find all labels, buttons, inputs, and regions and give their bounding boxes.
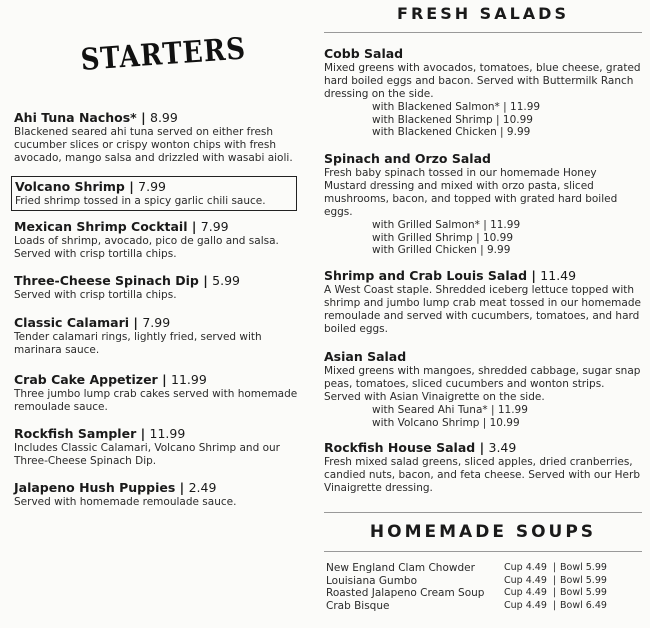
divider — [324, 512, 642, 513]
menu-item: Rockfish Sampler | 11.99 Includes Classic Calamari, Volcano Shrimp and our Three-Cheese Spinach Dip. — [14, 426, 280, 467]
menu-item: Jalapeno Hush Puppies | 2.49 Served with homemade remoulade sauce. — [14, 480, 237, 508]
menu-item: Spinach and Orzo Salad Fresh baby spinach tossed in our homemade Honey Mustard dressing and mixed with orzo pasta, sliced mushrooms, bacon, and topped with grated hard boiled eggs. with Grilled Salmon* | 11.99 with Grilled Shrimp | 10.99 with Grilled Chicken | 9.99 — [324, 151, 618, 256]
menu-item: Rockfish House Salad | 3.49 Fresh mixed salad greens, sliced apples, dried cranberries, candied nuts, bacon, and feta cheese. Served with our Herb Vinaigrette dressing. — [324, 440, 640, 494]
menu-item: Asian Salad Mixed greens with mangoes, shredded cabbage, sugar snap peas, tomatoes, sliced cucumbers and wonton strips. Served with Asian Vinaigrette on the side. with Seared Ahi Tuna* | 11.99 with Volcano Shrimp | 10.99 — [324, 349, 641, 429]
salads-heading: FRESH SALADS — [397, 4, 569, 23]
menu-item: Crab Cake Appetizer | 11.99 Three jumbo lump crab cakes served with homemade remoulade sauce. — [14, 372, 298, 413]
divider — [324, 32, 642, 33]
list-item: New England Clam Chowder Cup 4.49 | Bowl 5.99 — [326, 562, 607, 574]
starters-heading: STARTERS — [79, 32, 248, 78]
list-item: Roasted Jalapeno Cream Soup Cup 4.49 | Bowl 5.99 — [326, 587, 607, 599]
menu-item: Mexican Shrimp Cocktail | 7.99 Loads of shrimp, avocado, pico de gallo and salsa. Served with crisp tortilla chips. — [14, 219, 279, 260]
menu-item-highlighted: Volcano Shrimp | 7.99 Fried shrimp tossed in a spicy garlic chili sauce. — [11, 176, 297, 211]
menu-item: Three-Cheese Spinach Dip | 5.99 Served with crisp tortilla chips. — [14, 273, 240, 301]
list-item: Crab Bisque Cup 4.49 | Bowl 6.49 — [326, 599, 607, 612]
menu-item: Ahi Tuna Nachos* | 8.99 Blackened seared ahi tuna served on either fresh cucumber slices or crispy wonton chips with fresh avocado, mango salsa and drizzled with wasabi aioli. — [14, 110, 293, 164]
divider — [324, 551, 642, 552]
soups-heading: HOMEMADE SOUPS — [369, 522, 597, 542]
soups-list — [324, 562, 642, 612]
menu-item: Shrimp and Crab Louis Salad | 11.49 A West Coast staple. Shredded iceberg lettuce topped with shrimp and jumbo lump crab meat tossed in our homemade remoulade and served with cucumbers, tomatoes, and hard boiled eggs. — [324, 268, 641, 335]
list-item: Louisiana Gumbo Cup 4.49 | Bowl 5.99 — [326, 574, 607, 587]
menu-item: Classic Calamari | 7.99 Tender calamari rings, lightly fried, served with marinara sauce. — [14, 315, 262, 356]
menu-item: Cobb Salad Mixed greens with avocados, tomatoes, blue cheese, grated hard boiled eggs and bacon. Served with Buttermilk Ranch dressing on the side. with Blackened Salmon* | 11.99 with Blackened Shrimp | 10.99 with Blackened Chicken | 9.99 — [324, 46, 641, 138]
